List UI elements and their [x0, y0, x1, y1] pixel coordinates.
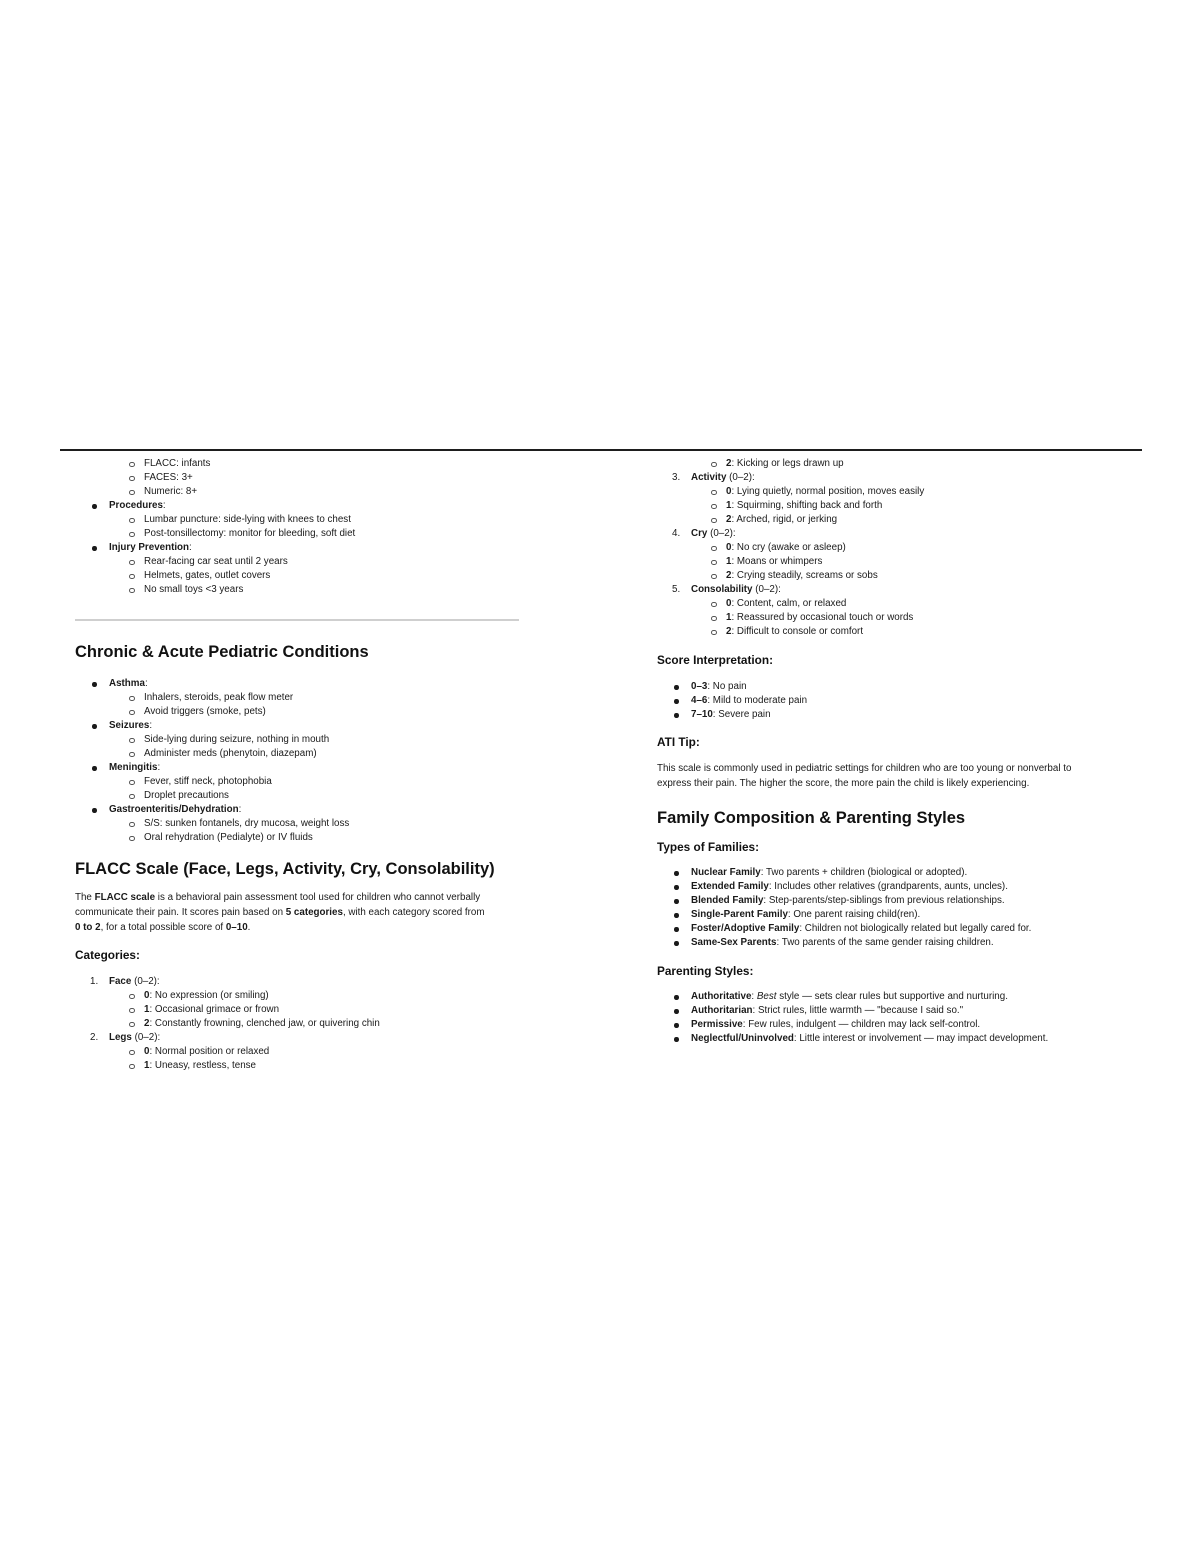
bullet-icon [674, 1037, 679, 1042]
list-item: 1: Squirming, shifting back and forth [657, 499, 1127, 513]
hollow-bullet-icon [711, 630, 717, 636]
list-item: Seizures: [75, 719, 525, 733]
list-item: Side-lying during seizure, nothing in mouth [75, 733, 525, 747]
bullet-icon [674, 1023, 679, 1028]
bullet-icon [92, 546, 97, 551]
list-item: Same-Sex Parents: Two parents of the same gender raising children. [657, 936, 1127, 950]
hollow-bullet-icon [129, 1022, 135, 1028]
list-item: 2: Difficult to console or comfort [657, 625, 1127, 639]
hollow-bullet-icon [129, 588, 135, 594]
list-item: Procedures: [75, 499, 525, 513]
bullet-icon [92, 682, 97, 687]
hollow-bullet-icon [129, 752, 135, 758]
list-item: Blended Family: Step-parents/step-siblings from previous relationships. [657, 894, 1127, 908]
list-item: Numeric: 8+ [75, 485, 525, 499]
hollow-bullet-icon [129, 1064, 135, 1070]
hollow-bullet-icon [129, 822, 135, 828]
list-item: Oral rehydration (Pedialyte) or IV fluids [75, 831, 525, 845]
list-item: 2: Arched, rigid, or jerking [657, 513, 1127, 527]
list-item: Authoritarian: Strict rules, little warmth — "because I said so." [657, 1004, 1127, 1018]
hollow-bullet-icon [711, 490, 717, 496]
hollow-bullet-icon [711, 462, 717, 468]
left-column [75, 457, 525, 1073]
ati-tip-text: This scale is commonly used in pediatric settings for children who are too young or nonverbal to express their pain. The higher the score, the more pain the child is likely experiencing. [657, 763, 1072, 789]
list-item: 1: Moans or whimpers [657, 555, 1127, 569]
list-item: 2: Constantly frowning, clenched jaw, or quivering chin [75, 1017, 525, 1031]
list-item: FLACC: infants [75, 457, 525, 471]
list-item: 0–3: No pain [657, 680, 1127, 694]
bullet-icon [674, 941, 679, 946]
section-divider [75, 619, 519, 621]
list-item: Inhalers, steroids, peak flow meter [75, 691, 525, 705]
list-item: FACES: 3+ [75, 471, 525, 485]
hollow-bullet-icon [129, 794, 135, 800]
conditions-heading: Chronic & Acute Pediatric Conditions [75, 643, 369, 661]
page-top-rule [60, 449, 1142, 451]
list-item: 7–10: Severe pain [657, 708, 1127, 722]
ati-tip-heading: ATI Tip: [657, 735, 700, 749]
list-item: 3. Activity (0–2): [672, 472, 755, 483]
list-item: Asthma: [75, 677, 525, 691]
hollow-bullet-icon [129, 532, 135, 538]
list-item: S/S: sunken fontanels, dry mucosa, weight loss [75, 817, 525, 831]
categories-heading: Categories: [75, 948, 140, 962]
family-types-heading: Types of Families: [657, 840, 760, 854]
list-item: 1. Face (0–2): [90, 976, 160, 987]
list-item: 2: Crying steadily, screams or sobs [657, 569, 1127, 583]
bullet-icon [674, 1009, 679, 1014]
list-item: No small toys <3 years [75, 583, 525, 597]
list-item: Authoritative: Best style — sets clear rules but supportive and nurturing. [657, 990, 1127, 1004]
list-item: Neglectful/Uninvolved: Little interest or involvement — may impact development. [657, 1032, 1127, 1046]
bullet-icon [674, 927, 679, 932]
hollow-bullet-icon [711, 518, 717, 524]
list-item: Post-tonsillectomy: monitor for bleeding, soft diet [75, 527, 525, 541]
bullet-icon [674, 899, 679, 904]
hollow-bullet-icon [129, 738, 135, 744]
bullet-icon [92, 724, 97, 729]
list-item: Droplet precautions [75, 789, 525, 803]
hollow-bullet-icon [711, 602, 717, 608]
list-item: 2. Legs (0–2): [90, 1032, 161, 1043]
family-heading: Family Composition & Parenting Styles [657, 809, 966, 827]
hollow-bullet-icon [711, 616, 717, 622]
bullet-icon [674, 913, 679, 918]
bullet-icon [674, 871, 679, 876]
hollow-bullet-icon [711, 546, 717, 552]
list-item: 1: Reassured by occasional touch or words [657, 611, 1127, 625]
list-item: Lumbar puncture: side-lying with knees to chest [75, 513, 525, 527]
bullet-icon [92, 808, 97, 813]
list-item: 1: Occasional grimace or frown [75, 1003, 525, 1017]
list-item: Rear-facing car seat until 2 years [75, 555, 525, 569]
hollow-bullet-icon [129, 780, 135, 786]
list-item: 4–6: Mild to moderate pain [657, 694, 1127, 708]
list-item: 0: Normal position or relaxed [75, 1045, 525, 1059]
bullet-icon [674, 685, 679, 690]
list-item: Meningitis: [75, 761, 525, 775]
list-item: Permissive: Few rules, indulgent — children may lack self-control. [657, 1018, 1127, 1032]
hollow-bullet-icon [129, 490, 135, 496]
hollow-bullet-icon [711, 560, 717, 566]
right-column [657, 457, 1127, 1046]
list-item: Helmets, gates, outlet covers [75, 569, 525, 583]
list-item: 0: No cry (awake or asleep) [657, 541, 1127, 555]
bullet-icon [674, 885, 679, 890]
list-item: Extended Family: Includes other relatives (grandparents, aunts, uncles). [657, 880, 1127, 894]
list-item: Administer meds (phenytoin, diazepam) [75, 747, 525, 761]
hollow-bullet-icon [711, 504, 717, 510]
hollow-bullet-icon [129, 1008, 135, 1014]
hollow-bullet-icon [129, 560, 135, 566]
hollow-bullet-icon [129, 518, 135, 524]
hollow-bullet-icon [129, 462, 135, 468]
score-interpretation-heading: Score Interpretation: [657, 653, 774, 667]
list-item: Avoid triggers (smoke, pets) [75, 705, 525, 719]
list-item: 5. Consolability (0–2): [672, 584, 781, 595]
hollow-bullet-icon [129, 696, 135, 702]
hollow-bullet-icon [129, 836, 135, 842]
list-item: 0: No expression (or smiling) [75, 989, 525, 1003]
hollow-bullet-icon [129, 1050, 135, 1056]
list-item: Injury Prevention: [75, 541, 525, 555]
list-item: 0: Content, calm, or relaxed [657, 597, 1127, 611]
bullet-icon [674, 713, 679, 718]
flacc-intro: The FLACC scale is a behavioral pain assessment tool used for children who cannot verbally communicate their pain. It scores pain based on 5 categories, with each category scored from 0 to 2, for a total possible score of 0–10. [75, 892, 485, 933]
list-item: 2: Kicking or legs drawn up [657, 457, 1127, 471]
hollow-bullet-icon [711, 574, 717, 580]
list-item: 4. Cry (0–2): [672, 528, 736, 539]
list-item: Fever, stiff neck, photophobia [75, 775, 525, 789]
bullet-icon [92, 766, 97, 771]
hollow-bullet-icon [129, 710, 135, 716]
list-item: Gastroenteritis/Dehydration: [75, 803, 525, 817]
list-item: Foster/Adoptive Family: Children not biologically related but legally cared for. [657, 922, 1127, 936]
hollow-bullet-icon [129, 476, 135, 482]
list-item: 1: Uneasy, restless, tense [75, 1059, 525, 1073]
hollow-bullet-icon [129, 994, 135, 1000]
bullet-icon [674, 699, 679, 704]
list-item: 0: Lying quietly, normal position, moves easily [657, 485, 1127, 499]
parenting-styles-heading: Parenting Styles: [657, 964, 754, 978]
hollow-bullet-icon [129, 574, 135, 580]
list-item: Single-Parent Family: One parent raising child(ren). [657, 908, 1127, 922]
bullet-icon [92, 504, 97, 509]
list-item: Nuclear Family: Two parents + children (biological or adopted). [657, 866, 1127, 880]
flacc-heading: FLACC Scale (Face, Legs, Activity, Cry, Consolability) [75, 860, 495, 878]
bullet-icon [674, 995, 679, 1000]
